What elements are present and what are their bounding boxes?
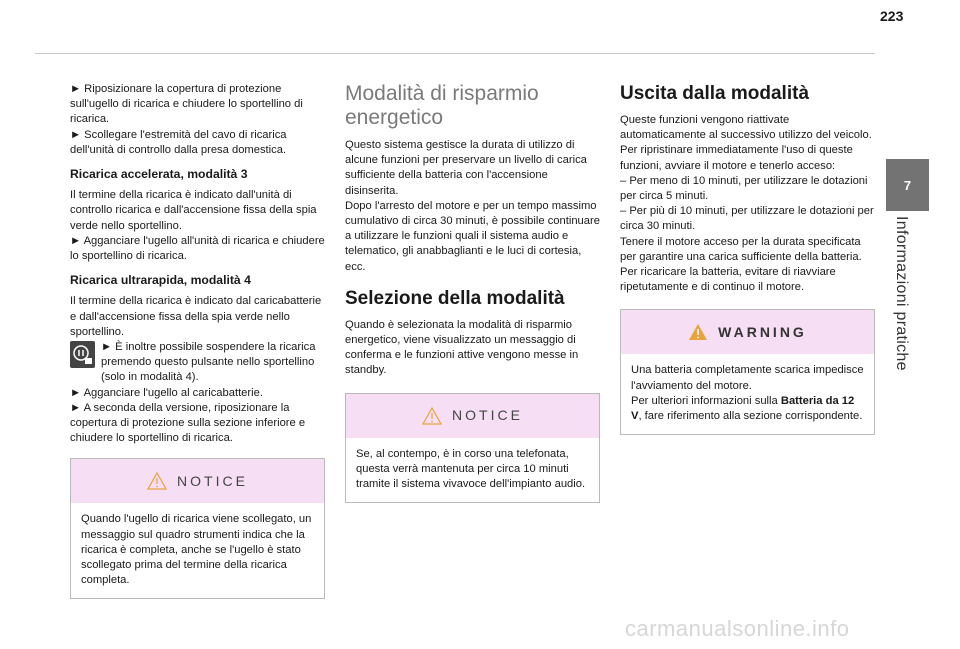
notice-title: NOTICE	[177, 472, 248, 489]
charge-pause-icon	[70, 341, 95, 368]
paragraph: Il termine della ricarica è indicato dall'unità di controllo ricarica e dall'accensione fissa della spia verde nello sportellino.	[70, 189, 317, 232]
paragraph: Per ricaricare la batteria, evitare di riavviare ripetutamente e di continuo il motore.	[620, 266, 836, 294]
paragraph: ► È inoltre possibile sospendere la ricarica premendo questo pulsante nello sportellino (solo in modalità 4).	[101, 341, 316, 384]
notice-triangle-icon	[147, 472, 167, 490]
section-heading: Uscita dalla modalità	[620, 83, 810, 104]
paragraph: Queste funzioni vengono riattivate automaticamente al successivo utilizzo del veicolo.	[620, 114, 872, 142]
notice-header	[346, 394, 599, 438]
header-divider	[35, 53, 875, 54]
paragraph: ► A seconda della versione, riposizionare la copertura di protezione sulla sezione inferiore e chiudere lo sportellino di ricarica.	[70, 401, 306, 445]
section-heading: Ricarica ultrarapida, modalità 4	[70, 273, 251, 288]
warning-text: Per ulteriori informazioni sulla Batteria da 12 V, fare riferimento alla sezione corrispondente.	[631, 394, 863, 423]
notice-text: Se, al contempo, è in corso una telefonata, questa verrà mantenuta per circa 10 minuti tramite il sistema vivavoce dell'impianto audio.	[356, 447, 586, 491]
pause-button-row	[70, 340, 325, 386]
list-item: – Per meno di 10 minuti, per utilizzare le dotazioni per circa 5 minuti.	[620, 174, 868, 203]
list-item: – Per più di 10 minuti, per utilizzare le dotazioni per circa 30 minuti.	[620, 205, 874, 233]
chapter-title-text: Informazioni pratiche	[893, 216, 910, 371]
warning-box	[620, 309, 875, 435]
paragraph: Dopo l'arresto del motore e per un tempo massimo cumulativo di circa 30 minuti, è possibile continuare a utilizzare le funzioni quali il sistema audio e telematico, gli anabbaglianti e le luci di cortesia, ecc.	[345, 199, 600, 273]
notice-text: Quando l'ugello di ricarica viene scollegato, un messaggio sul quadro strumenti indica che la ricarica è completa, anche se l'ugello è stato scollegato prima del termine della ricarica completa.	[81, 513, 312, 587]
section-heading: Ricarica accelerata, modalità 3	[70, 167, 248, 182]
notice-box	[70, 458, 325, 599]
column-2	[345, 82, 600, 503]
paragraph: Per ripristinare immediatamente l'uso di queste funzioni, avviare il motore e tenerlo acceso:	[620, 144, 853, 172]
page-number: 223	[880, 8, 904, 24]
paragraph: ► Agganciare l'ugello all'unità di ricarica e chiudere lo sportellino di ricarica.	[70, 234, 325, 263]
paragraph: Questo sistema gestisce la durata di utilizzo di alcune funzioni per preservare un livello di carica sufficiente della batteria con l'accensione disinserita.	[345, 139, 587, 197]
paragraph: Il termine della ricarica è indicato dal caricabatterie e dall'accensione fissa della spia verde nello sportellino.	[70, 295, 322, 338]
paragraph: Quando è selezionata la modalità di risparmio energetico, viene visualizzato un messaggio di conferma e le funzioni attive vengono messe in standby.	[345, 318, 579, 377]
paragraph: ► Scollegare l'estremità del cavo di ricarica dell'unità di controllo dalla presa domestica.	[70, 128, 287, 156]
warning-triangle-icon	[688, 323, 708, 341]
section-heading: Selezione della modalità	[345, 287, 565, 309]
column-3	[620, 82, 875, 435]
watermark: carmanualsonline.info	[625, 616, 850, 641]
paragraph: ► Riposizionare la copertura di protezione sull'ugello di ricarica e chiudere lo sportellino di ricarica.	[70, 83, 303, 126]
warning-title: WARNING	[718, 323, 807, 340]
notice-box	[345, 393, 600, 504]
notice-header	[71, 459, 324, 503]
chapter-title	[888, 216, 924, 376]
paragraph: Tenere il motore acceso per la durata specificata per garantire una carica sufficiente della batteria.	[620, 235, 862, 263]
chapter-tab[interactable]: 7	[886, 159, 929, 211]
column-1	[70, 82, 325, 599]
notice-title: NOTICE	[452, 407, 523, 424]
warning-bold-link: Batteria da 12 V	[631, 394, 855, 423]
paragraph: ► Agganciare l'ugello al caricabatterie.	[70, 386, 263, 399]
warning-text: Una batteria completamente scarica impedisce l'avviamento del motore.	[631, 364, 864, 392]
section-heading: Modalità di risparmio energetico	[345, 82, 539, 129]
warning-header	[621, 310, 874, 354]
notice-triangle-icon	[422, 407, 442, 425]
warning-body	[621, 354, 874, 434]
